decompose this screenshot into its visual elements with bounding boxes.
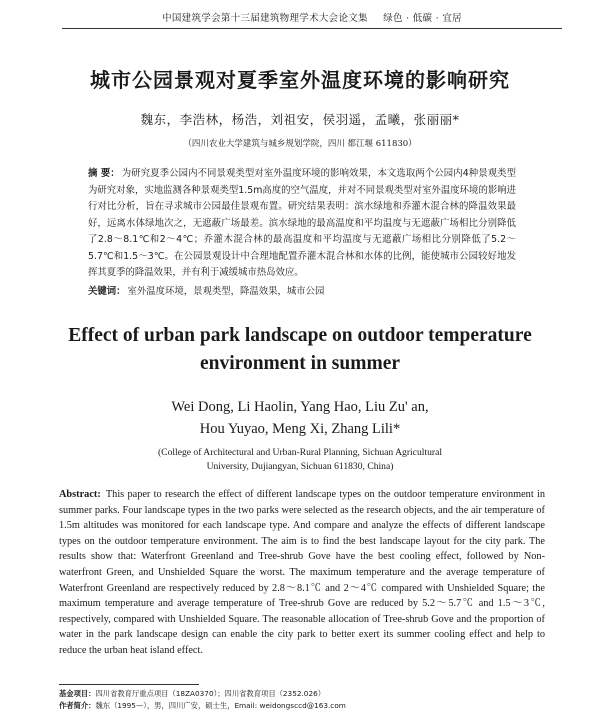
english-abstract-text: This paper to research the effect of different landscape types on the outdoor temperature environment in summer parks. Four landscape types in the two parks were selected as the research objects, and the air temperature of 1.5m altitudes was monitored for each landscape type. And compare and analyze the effects of different landscape types on the outdoor temperature environment. The aim is to find the best landscape layout for the city park. The results show that: Waterfront Greenland and Tree-shrub Gove have the best cooling effect, followed by Non-waterfront Green, and Unshielded Square the worst. The maximum temperature and the average temperature of Waterfront Greenland are respectively reduced by 2.8～8.1℃ and 2～4℃ compared with Unshielded Square; the maximum temperature and average temperature of Tree-shrub Gove are reduced by 5.2～5.7℃ and 1.5～3℃, respectively, compared with Unshielded Square. The reasonable allocation of Tree-shrub Gove and the proportion of water in the park landscape design can enable the city park to better exert its summer cooling effect and help to reduce the urban heat island effect. (59, 489, 545, 656)
chinese-keywords (88, 285, 516, 299)
chinese-abstract-text: 为研究夏季公园内不同景观类型对室外温度环境的影响效果，本文选取两个公园内4种景观类型为研究对象，实地监测各种景观类型1.5m高度的空气温度，并对不同景观类型对室外温度环境的影响进行对比分析，旨在寻求城市公园最佳景观布置。研究结果表明：滨水绿地和乔灌木混合林的降温效果最好，远离水体绿地次之，无遮蔽广场最差。滨水绿地的最高温度和平均温度与无遮蔽广场相比分别降低了2.8～8.1℃和2～4℃；乔灌木混合林的最高温度和平均温度与无遮蔽广场相比分别降低了5.2～5.7℃和1.5～3℃。在公园景观设计中合理地配置乔灌木混合林和水体的比例，能使城市公园较好地发挥其夏季的降温效果，并有利于减缓城市热岛效应。 (88, 168, 517, 278)
english-title: Effect of urban park landscape on outdoor temperature environment in summer (68, 325, 532, 374)
running-head-theme: 绿色 · 低碳 · 宜居 (383, 13, 462, 24)
footnote-divider (59, 684, 199, 685)
chinese-authors: 魏东，李浩林，杨浩，刘祖安，侯羽遥，孟曦，张丽丽* (140, 112, 460, 127)
footnotes (59, 688, 549, 712)
english-authors (60, 396, 540, 440)
chinese-affiliation: （四川农业大学建筑与城乡规划学院，四川 都江堰 611830） (183, 139, 417, 149)
chinese-abstract-label: 摘 要： (88, 168, 120, 179)
english-authors-line-1: Wei Dong, Li Haolin, Yang Hao, Liu Zu' an, (171, 399, 429, 415)
footnote-fund (59, 688, 549, 700)
chinese-keywords-label: 关键词： (88, 286, 126, 297)
footnote-fund-text: 四川省教育厅重点项目（18ZA0370）；四川省教育项目（2352.026） (95, 689, 326, 698)
footnote-author (59, 700, 549, 712)
footnote-fund-label: 基金项目： (59, 689, 96, 698)
chinese-title: 城市公园景观对夏季室外温度环境的影响研究 (90, 68, 510, 92)
chinese-keywords-text: 室外温度环境，景观类型，降温效果，城市公园 (127, 286, 325, 297)
english-authors-line-2: Hou Yuyao, Meng Xi, Zhang Lili* (199, 421, 401, 437)
running-head (62, 10, 562, 29)
running-head-proceedings: 中国建筑学会第十三届建筑物理学术大会论文集 (162, 13, 368, 24)
footnote-author-text: 魏东（1995—），男，四川广安，硕士生，Email: weidongsccd@163.com (95, 701, 346, 710)
english-abstract (59, 487, 545, 659)
footnote-author-label: 作者简介： (59, 701, 96, 710)
english-affiliation-line-2: University, Dujiangyan, Sichuan 611830, China) (206, 461, 394, 472)
english-affiliation (60, 446, 540, 474)
english-affiliation-line-1: (College of Architectural and Urban-Rural Planning, Sichuan Agricultural (157, 447, 442, 458)
chinese-abstract (88, 166, 516, 282)
english-abstract-label: Abstract: (59, 489, 101, 500)
